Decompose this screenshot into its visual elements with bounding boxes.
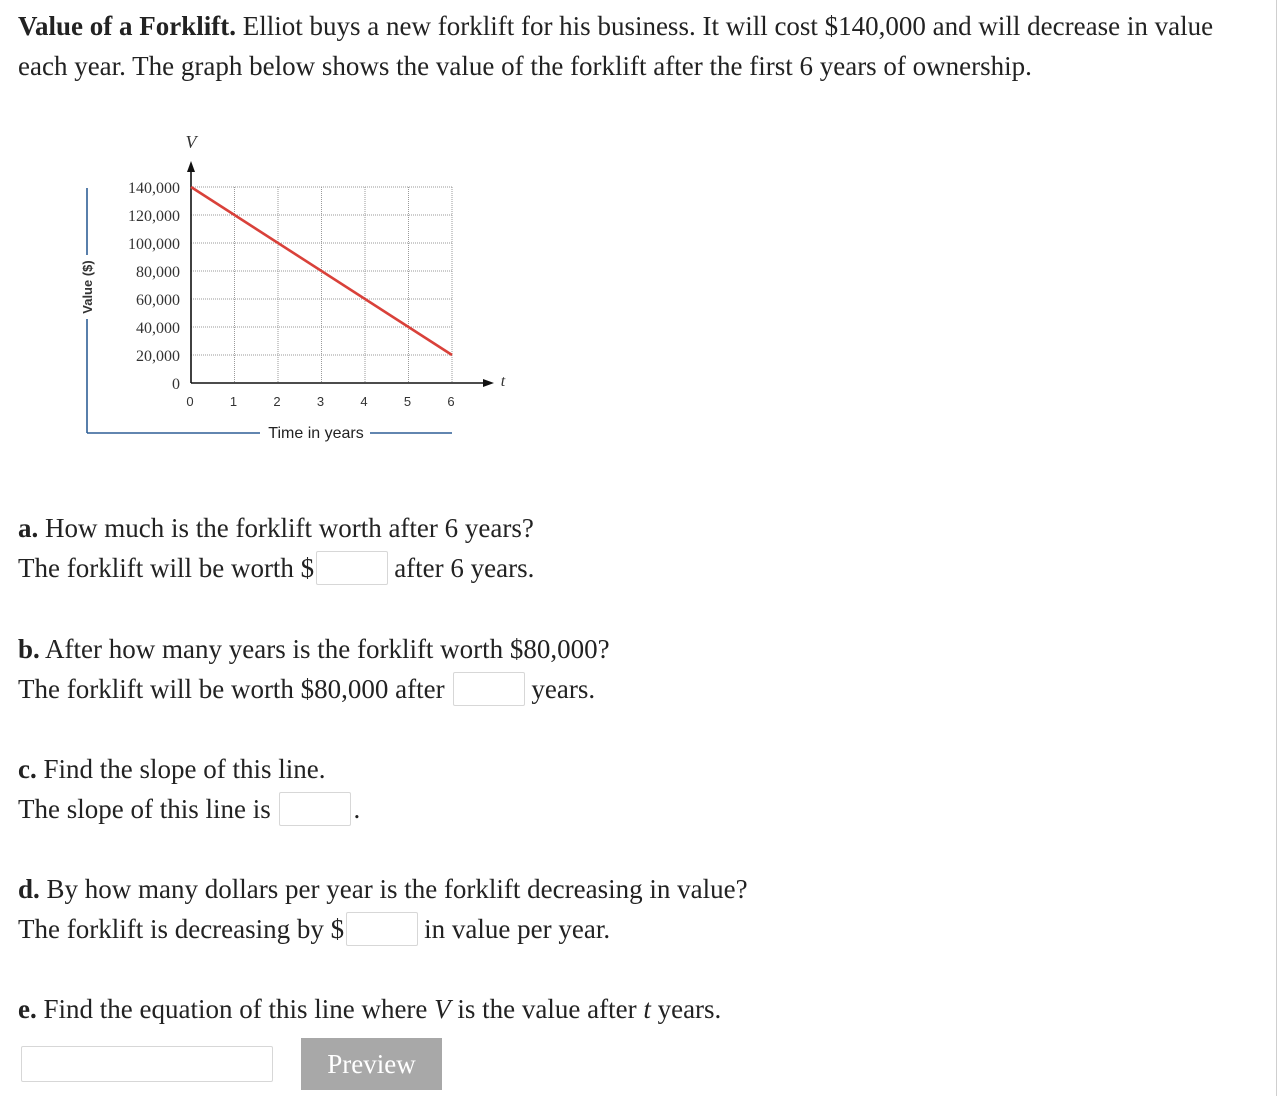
preview-button[interactable]: Preview <box>301 1038 442 1090</box>
x-tick-label: 1 <box>229 394 238 409</box>
question-d-answer-suffix: in value per year. <box>424 914 611 944</box>
x-tick-label: 6 <box>447 394 455 409</box>
question-c-answer-suffix: . <box>353 794 361 824</box>
question-d-label: d. <box>18 874 40 904</box>
y-axis-label: Value ($) <box>80 260 95 314</box>
question-d <box>18 869 748 949</box>
question-e-prompt-3: years. <box>657 994 722 1024</box>
y-axis-variable: V <box>185 132 197 152</box>
question-b-answer-suffix: years. <box>531 674 596 704</box>
x-axis-arrow-icon <box>483 379 494 387</box>
question-a <box>18 508 534 588</box>
question-b <box>18 629 610 709</box>
y-tick-label: 120,000 <box>128 208 180 225</box>
question-e-label: e. <box>18 994 37 1024</box>
y-tick-label: 60,000 <box>136 292 180 309</box>
question-c <box>18 749 360 829</box>
question-c-label: c. <box>18 754 37 784</box>
question-e-prompt-1: Find the equation of this line where <box>43 994 428 1024</box>
question-d-answer-prefix: The forklift is decreasing by $ <box>18 914 345 944</box>
problem-intro <box>18 6 1258 86</box>
question-d-prompt: By how many dollars per year is the forklift decreasing in value? <box>46 874 748 904</box>
question-e-prompt-2: is the value after <box>457 994 637 1024</box>
x-tick-label: 5 <box>403 394 412 409</box>
value-chart <box>60 118 520 448</box>
x-axis-variable: t <box>500 373 506 390</box>
question-e-var-v: V <box>434 994 451 1024</box>
answer-d-input[interactable] <box>346 912 418 946</box>
y-tick-label: 140,000 <box>128 180 180 197</box>
x-tick-label: 3 <box>316 394 325 409</box>
question-e <box>18 989 721 1029</box>
answer-a-input[interactable] <box>316 551 388 585</box>
y-tick-label: 0 <box>172 376 180 393</box>
question-a-answer-prefix: The forklift will be worth $ <box>18 553 315 583</box>
question-a-label: a. <box>18 513 39 543</box>
question-b-label: b. <box>18 634 40 664</box>
y-axis-arrow-icon <box>187 161 195 172</box>
problem-title: Value of a Forklift. <box>18 11 236 41</box>
answer-c-input[interactable] <box>279 792 351 826</box>
y-tick-label: 40,000 <box>136 320 180 337</box>
question-a-prompt: How much is the forklift worth after 6 years? <box>45 513 534 543</box>
question-c-answer-prefix: The slope of this line is <box>18 794 271 824</box>
question-c-prompt: Find the slope of this line. <box>43 754 326 784</box>
y-tick-label: 20,000 <box>136 348 180 365</box>
question-b-prompt: After how many years is the forklift worth $80,000? <box>45 634 610 664</box>
question-b-answer-prefix: The forklift will be worth $80,000 after <box>18 674 445 704</box>
y-tick-label: 100,000 <box>128 236 180 253</box>
question-e-var-t: t <box>643 994 651 1024</box>
problem-text: Elliot buys a new forklift for his business. It will cost $140,000 and will decrease in value each year. The graph below shows the value of the forklift after the first 6 years of ownership. <box>18 11 1214 81</box>
x-tick-label: 2 <box>273 394 281 409</box>
x-tick-label: 0 <box>186 394 194 409</box>
y-tick-label: 80,000 <box>136 264 180 281</box>
equation-input[interactable] <box>21 1046 273 1082</box>
answer-b-input[interactable] <box>453 672 525 706</box>
x-axis-label: Time in years <box>268 425 364 442</box>
question-a-answer-suffix: after 6 years. <box>394 553 535 583</box>
x-tick-label: 4 <box>360 394 368 409</box>
